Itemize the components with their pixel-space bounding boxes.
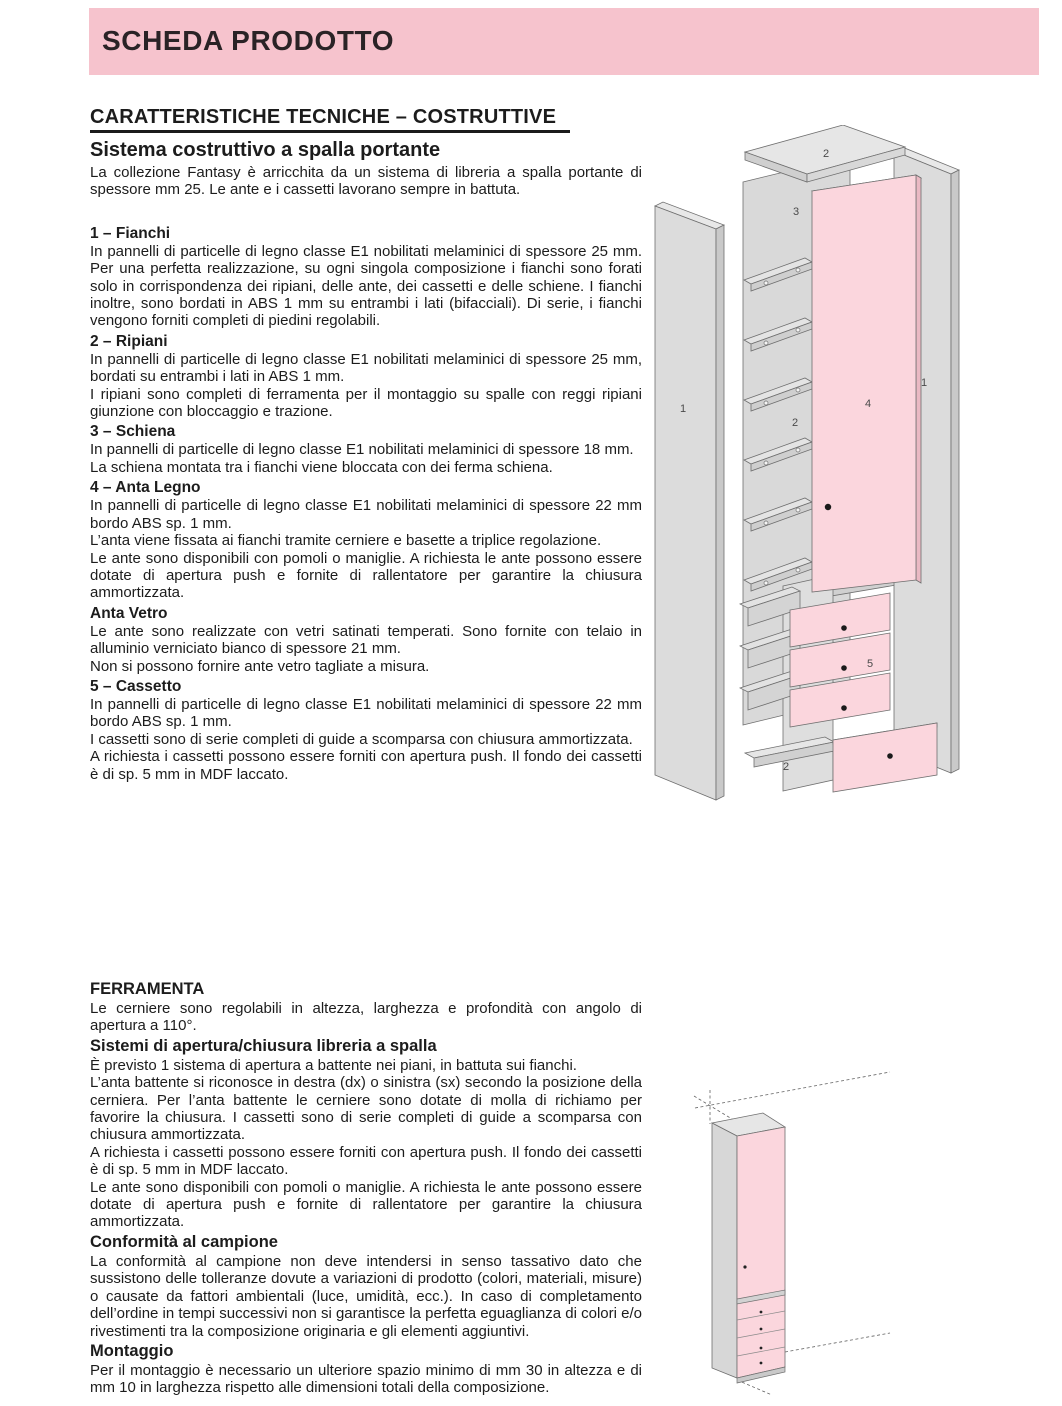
part-label-fianco-left: 1	[679, 403, 687, 415]
knob-dot	[825, 504, 831, 510]
part-label-top-panel: 2	[822, 148, 830, 160]
assembled-cabinet	[712, 1113, 785, 1383]
section-heading-cassetto: 5 – Cassetto	[90, 677, 182, 695]
part-label-fianco-right: 1	[920, 377, 928, 389]
part-label-schiena: 3	[792, 206, 800, 218]
part-label-anta: 4	[864, 398, 872, 410]
wood-door	[812, 175, 921, 592]
knob-dot	[841, 665, 847, 671]
paragraph: Per il montaggio è necessario un ulteriore spazio minimo di mm 30 in altezza e di mm 10 in larghezza rispetto alle dimensioni totali della composizione.	[90, 1361, 642, 1397]
paragraph: In pannelli di particelle di legno classe E1 nobilitati melaminici di spessore 22 mm bordo ABS sp. 1 mm.	[90, 695, 642, 731]
paragraph: L’anta viene fissata ai fianchi tramite cerniere e basette a triplice regolazione.	[90, 532, 602, 550]
exploded-cabinet-diagram	[640, 125, 1050, 815]
header-banner	[89, 8, 1039, 75]
spacer	[90, 199, 642, 222]
paragraph: In pannelli di particelle di legno classe E1 nobilitati melaminici di spessore 25 mm, bordati su entrambi i lati in ABS 1 mm.	[90, 350, 642, 386]
part-label-ripiano: 2	[791, 417, 799, 429]
section-heading-fianchi: 1 – Fianchi	[90, 224, 171, 242]
knob-dot	[760, 1311, 763, 1314]
paragraph: È previsto 1 sistema di apertura a battente nei piani, in battuta sui fianchi.	[90, 1056, 577, 1074]
ferramenta-title: FERRAMENTA	[90, 980, 205, 998]
heading-sistemi-apertura: Sistemi di apertura/chiusura libreria a spalla	[90, 1036, 437, 1055]
knob-dot	[887, 753, 893, 759]
paragraph: Le ante sono realizzate con vetri satinati temperati. Sono fornite con telaio in alluminio verniciato bianco di spessore 21 mm.	[90, 622, 642, 658]
paragraph: In pannelli di particelle di legno classe E1 nobilitati melaminici di spessore 22 mm bordo ABS sp. 1 mm.	[90, 497, 642, 532]
heading-montaggio: Montaggio	[90, 1341, 174, 1360]
tech-section-title: CARATTERISTICHE TECNICHE – COSTRUTTIVE	[90, 106, 570, 133]
section-heading-anta-legno: 4 – Anta Legno	[90, 479, 201, 497]
tech-characteristics-section	[90, 106, 642, 783]
knob-dot	[760, 1328, 763, 1331]
drawer-front-exploded	[833, 723, 937, 792]
paragraph: Le ante sono disponibili con pomoli o maniglie. A richiesta le ante possono essere dotate di apertura push e fornite di rallentatore per garantire la chiusura ammortizzata.	[90, 549, 642, 602]
knob-dot	[760, 1347, 763, 1350]
paragraph: Le cerniere sono regolabili in altezza, larghezza e profondità con angolo di apertura a 110°.	[90, 1000, 642, 1035]
intro-paragraph: La collezione Fantasy è arricchita da un sistema di libreria a spalla portante di spessore mm 25. Le ante e i cassetti lavorano sempre in battuta.	[90, 164, 642, 199]
paragraph: Non si possono fornire ante vetro tagliate a misura.	[90, 657, 430, 675]
paragraph: L’anta battente si riconosce in destra (dx) o sinistra (sx) secondo la posizione della cerniera. Per l’anta battente le cerniere sono dotate di molla di richiamo per favorire la chiusura. I cassetti sono di serie completi di guide a scomparsa con chiusura ammortizzata.	[90, 1074, 642, 1144]
paragraph: I ripiani sono completi di ferramenta per il montaggio su spalle con reggi ripiani giunzione con bloccaggio e trazione.	[90, 385, 642, 421]
paragraph: I cassetti sono di serie completi di guide a scomparsa con chiusura ammortizzata.	[90, 730, 633, 748]
paragraph: In pannelli di particelle di legno classe E1 nobilitati melaminici di spessore 25 mm. Per una perfetta realizzazione, su ogni singola composizione i fianchi sono forati solo in corrispondenza dei ripiani, delle ante, dei cassetti e delle schiene. I fianchi inoltre, sono bordati in ABS 1 mm su entrambi i lati (bifacciali). Di serie, i fianchi vengono forniti completi di piedini regolabili.	[90, 242, 642, 330]
page-title: SCHEDA PRODOTTO	[102, 25, 395, 56]
knob-dot	[841, 705, 847, 711]
paragraph: La schiena montata tra i fianchi viene bloccata con dei ferma schiena.	[90, 458, 553, 476]
part-label-base: 2	[782, 761, 790, 773]
paragraph: A richiesta i cassetti possono essere forniti con apertura push. Il fondo dei cassetti è di sp. 5 mm in MDF laccato.	[90, 748, 642, 783]
side-panel-left	[655, 202, 724, 800]
paragraph: A richiesta i cassetti possono essere forniti con apertura push. Il fondo dei cassetti è di sp. 5 mm in MDF laccato.	[90, 1143, 642, 1179]
part-label-cassetto: 5	[866, 658, 874, 670]
knob-dot	[743, 1265, 746, 1268]
knob-dot	[841, 625, 847, 631]
section-heading-anta-vetro: Anta Vetro	[90, 604, 168, 622]
section-heading-ripiani: 2 – Ripiani	[90, 332, 168, 350]
assembled-cabinet-diagram	[660, 1050, 900, 1406]
cabinet-side-face	[712, 1123, 737, 1378]
section-heading-schiena: 3 – Schiena	[90, 423, 176, 441]
cabinet-door-front	[737, 1127, 785, 1378]
ferramenta-section	[90, 978, 642, 1397]
heading-conformita: Conformità al campione	[90, 1232, 278, 1251]
knob-dot	[760, 1362, 763, 1365]
paragraph: La conformità al campione non deve intendersi in senso tassativo dato che sussistono delle tolleranze dovute a variazioni di prodotto (colori, materiali, misure) o causate da fattori ambientali (luce, umidità, ecc.). In caso di completamento dell’ordine in tempi successivi non si garantisce la perfetta eguaglianza di colori e/o rivestimenti tra la composizione originaria e gli elementi aggiuntivi.	[90, 1252, 642, 1340]
tech-subtitle: Sistema costruttivo a spalla portante	[90, 139, 441, 161]
paragraph: In pannelli di particelle di legno classe E1 nobilitati melaminici di spessore 18 mm.	[90, 441, 634, 459]
paragraph: Le ante sono disponibili con pomoli o maniglie. A richiesta le ante possono essere dotate di apertura push e fornite di rallentatore per garantire la chiusura ammortizzata.	[90, 1178, 642, 1231]
